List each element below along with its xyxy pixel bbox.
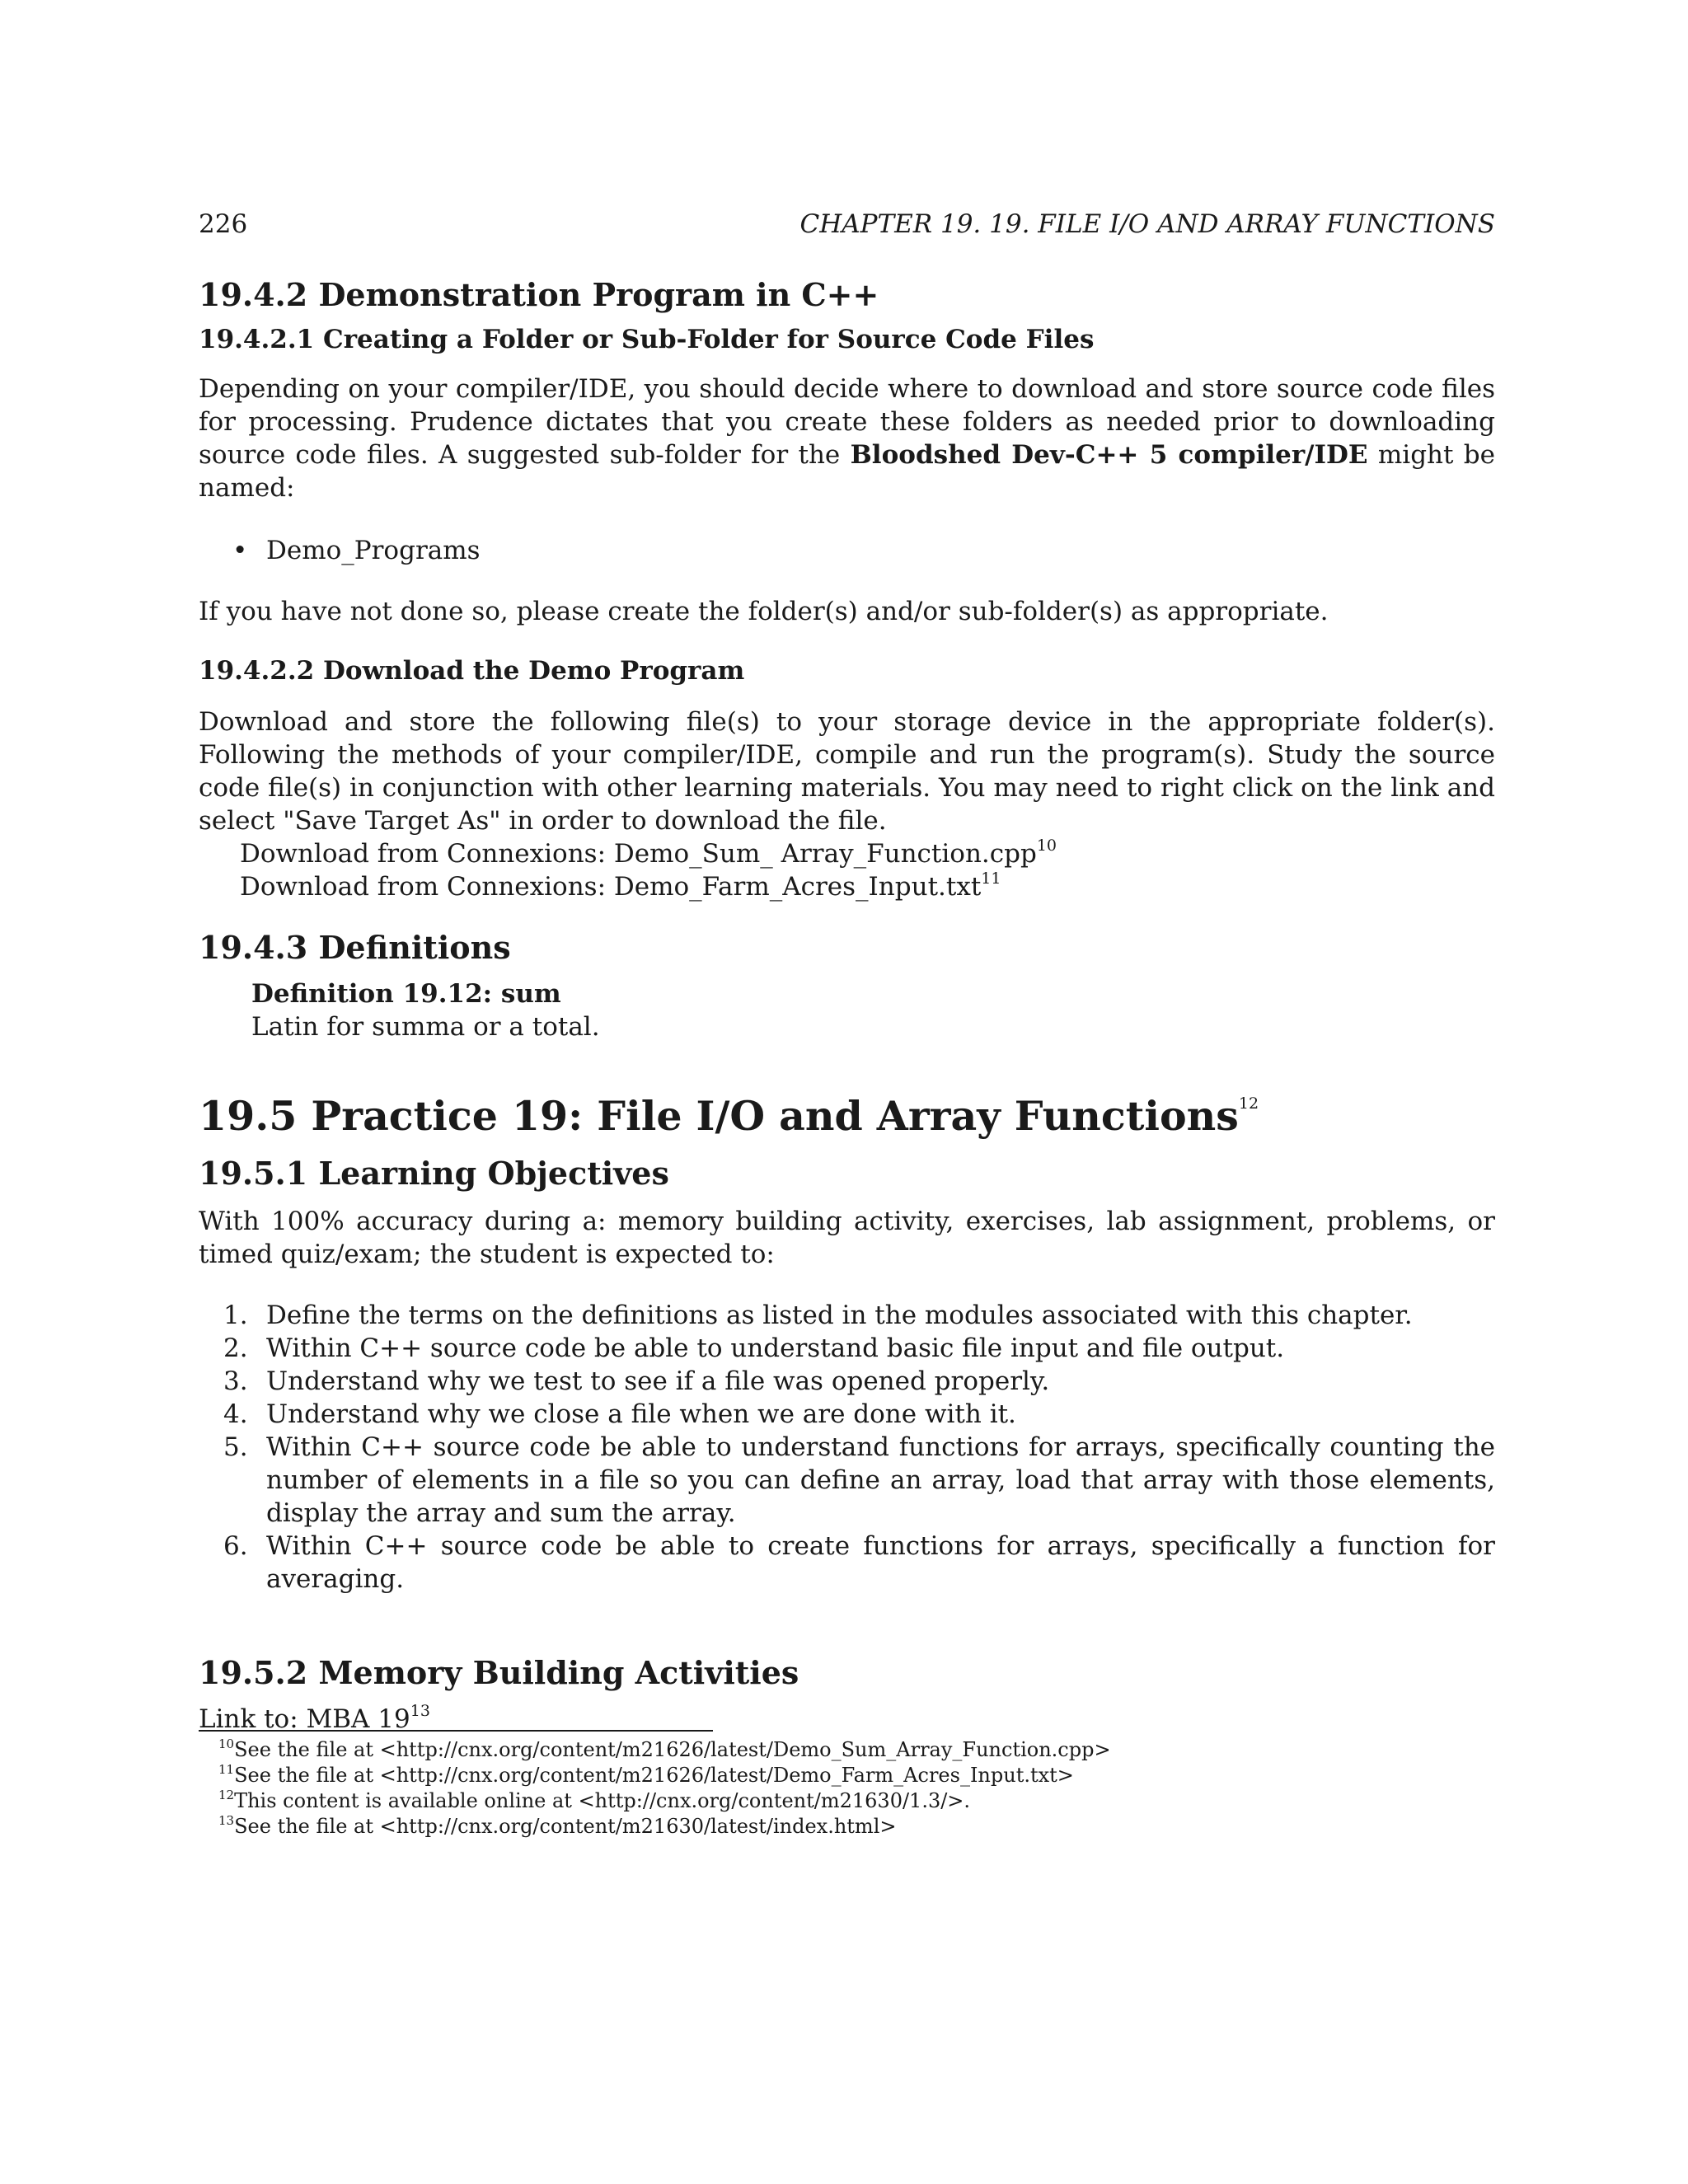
running-header [199,208,1495,241]
section-heading-19-5-1: 19.5.1 Learning Objectives [199,1155,669,1192]
bullet-icon: • [232,536,248,565]
section-heading-19-5-2: 19.5.2 Memory Building Activities [199,1654,799,1691]
section-heading-19-5 [199,1091,1495,1141]
list-item [199,1365,1495,1398]
footnote [199,1763,1495,1788]
mba-link[interactable]: Link to: MBA 19 [199,1704,410,1734]
subsection-heading-19-4-2-1: 19.4.2.1 Creating a Folder or Sub-Folder for Source Code Files [199,325,1095,354]
section-heading-19-4-3: 19.4.3 Definitions [199,929,511,966]
folder-list [199,534,1495,567]
list-item [199,534,1495,567]
list-item [199,1530,1495,1596]
definition-title: Definition 19.12: sum [251,979,561,1009]
paragraph-objectives-intro: With 100% accuracy during a: memory building activity, exercises, lab assignment, problems, or timed quiz/exam; the student is expected to: [199,1207,1495,1269]
footnote-text[interactable]: See the file at <http://cnx.org/content/m21630/latest/index.html> [234,1815,897,1838]
list-item [199,1332,1495,1365]
paragraph-download: Download and store the following file(s) to your storage device in the appropriate folder(s). Following the methods of your compiler/IDE, compile and run the program(s). Study the source code file(s) in conjunction with other learning materials. You may need to right click on the link and select "Save Target As" in order to download the file. [199,707,1495,836]
list-item-text: Understand why we test to see if a file was opened properly. [266,1366,1050,1396]
list-item [199,1299,1495,1332]
list-item-text: Within C++ source code be able to understand basic file input and file output. [266,1333,1285,1363]
subsection-heading-19-4-2-2: 19.4.2.2 Download the Demo Program [199,656,745,686]
list-item-text: Within C++ source code be able to create functions for arrays, specifically a function for averaging. [266,1531,1495,1594]
footnote-number: 12 [218,1788,235,1802]
footnote-text[interactable]: See the file at <http://cnx.org/content/m21626/latest/Demo_Farm_Acres_Input.txt> [234,1764,1074,1787]
list-number: 2. [223,1333,248,1363]
download-text[interactable]: Download from Connexions: Demo_Sum_ Array_Function.cpp [240,839,1037,869]
paragraph-folder-intro [199,373,1495,504]
chapter-title: CHAPTER 19. 19. FILE I/O AND ARRAY FUNCTIONS [799,209,1495,239]
list-item-text: Define the terms on the definitions as listed in the modules associated with this chapter. [266,1301,1413,1330]
footnotes [199,1737,1495,1840]
footnote-text[interactable]: This content is available online at <http://cnx.org/content/m21630/1.3/>. [234,1789,971,1812]
paragraph-text: Depending on your compiler/IDE, you should decide where to download and store source code files for processing. Prudence dictates that you create these folders as needed prior to downloading source code files. A suggested sub-folder for the [199,374,1495,470]
footnote-ref: 11 [981,869,1001,888]
definition-block [199,977,1495,1043]
download-link-txt[interactable] [199,870,1495,903]
footnote [199,1737,1495,1763]
section-heading-19-4-2: 19.4.2 Demonstration Program in C++ [199,276,879,313]
footnote-ref: 13 [410,1702,430,1720]
footnote [199,1788,1495,1814]
download-text[interactable]: Download from Connexions: Demo_Farm_Acres_Input.txt [240,872,982,902]
list-item-text: Within C++ source code be able to understand functions for arrays, specifically counting the number of elements in a file so you can define an array, load that array with those elements, display the array and sum the array. [266,1432,1495,1528]
footnote-number: 13 [218,1813,235,1828]
list-item [199,1398,1495,1431]
page-number: 226 [199,209,248,239]
list-number: 6. [223,1531,248,1561]
list-number: 3. [223,1366,248,1396]
list-number: 5. [223,1432,248,1462]
download-link-cpp[interactable] [199,837,1495,870]
definition-text: Latin for summa or a total. [251,1012,600,1042]
section-title: 19.5 Practice 19: File I/O and Array Functions [199,1092,1239,1140]
footnote [199,1814,1495,1840]
footnote-text[interactable]: See the file at <http://cnx.org/content/m21626/latest/Demo_Sum_Array_Function.cpp> [234,1738,1111,1761]
footnote-ref: 10 [1036,837,1057,855]
footnote-divider [199,1730,713,1732]
list-number: 4. [223,1399,248,1429]
list-number: 1. [223,1301,248,1330]
list-item-text: Understand why we close a file when we are done with it. [266,1399,1016,1429]
list-item [199,1431,1495,1530]
objectives-list [199,1299,1495,1596]
paragraph-text: might be named: [199,440,1495,503]
compiler-name: Bloodshed Dev-C++ 5 compiler/IDE [850,440,1368,470]
footnote-number: 10 [218,1736,235,1751]
footnote-ref: 12 [1238,1094,1259,1113]
list-item-text: Demo_Programs [266,536,481,565]
footnote-number: 11 [218,1762,235,1777]
paragraph-create-folders: If you have not done so, please create the folder(s) and/or sub-folder(s) as appropriate. [199,597,1329,626]
main-content [199,275,1495,1736]
